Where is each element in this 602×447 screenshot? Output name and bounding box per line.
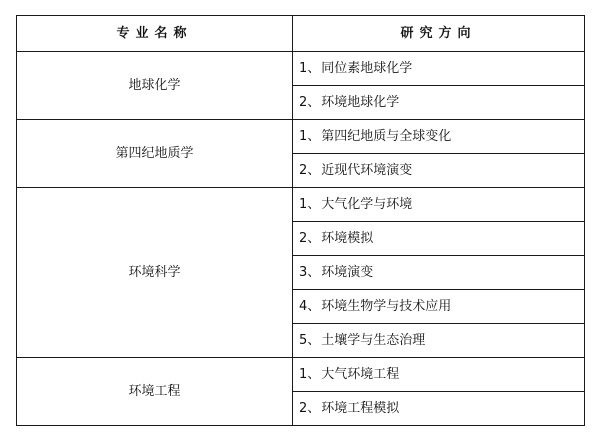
- direction-number: 1、: [299, 61, 321, 76]
- direction-cell: [293, 188, 585, 222]
- direction-text: 环境工程模拟: [321, 401, 400, 416]
- direction-number: 1、: [299, 129, 321, 144]
- direction-cell: [293, 86, 585, 120]
- majors-table-container: [16, 15, 584, 426]
- direction-text: 土壤学与生态治理: [321, 333, 426, 348]
- major-name-cell: 环境科学: [17, 188, 293, 358]
- direction-number: 3、: [299, 265, 321, 280]
- direction-number: 1、: [299, 197, 321, 212]
- direction-number: 5、: [299, 333, 321, 348]
- direction-text: 第四纪地质与全球变化: [321, 129, 452, 144]
- direction-cell: [293, 52, 585, 86]
- direction-number: 2、: [299, 163, 321, 178]
- direction-text: 环境演变: [321, 265, 374, 280]
- direction-cell: [293, 358, 585, 392]
- direction-cell: [293, 290, 585, 324]
- table-row: [17, 120, 585, 154]
- direction-cell: [293, 392, 585, 426]
- direction-cell: [293, 222, 585, 256]
- direction-number: 1、: [299, 367, 321, 382]
- direction-text: 大气化学与环境: [321, 197, 413, 212]
- direction-text: 大气环境工程: [321, 367, 400, 382]
- header-major-name: 专业名称: [17, 16, 293, 52]
- direction-number: 2、: [299, 231, 321, 246]
- major-name-cell: 地球化学: [17, 52, 293, 120]
- direction-number: 2、: [299, 95, 321, 110]
- direction-number: 2、: [299, 401, 321, 416]
- majors-table: [16, 15, 585, 426]
- direction-text: 近现代环境演变: [321, 163, 413, 178]
- table-row: [17, 52, 585, 86]
- direction-cell: [293, 324, 585, 358]
- header-research-direction: 研究方向: [293, 16, 585, 52]
- direction-cell: [293, 120, 585, 154]
- header-row: [17, 16, 585, 52]
- direction-text: 环境模拟: [321, 231, 374, 246]
- major-name-cell: 第四纪地质学: [17, 120, 293, 188]
- direction-text: 环境生物学与技术应用: [321, 299, 452, 314]
- direction-cell: [293, 256, 585, 290]
- table-row: [17, 188, 585, 222]
- table-row: [17, 358, 585, 392]
- major-name-cell: 环境工程: [17, 358, 293, 426]
- direction-number: 4、: [299, 299, 321, 314]
- direction-cell: [293, 154, 585, 188]
- direction-text: 环境地球化学: [321, 95, 400, 110]
- direction-text: 同位素地球化学: [321, 61, 413, 76]
